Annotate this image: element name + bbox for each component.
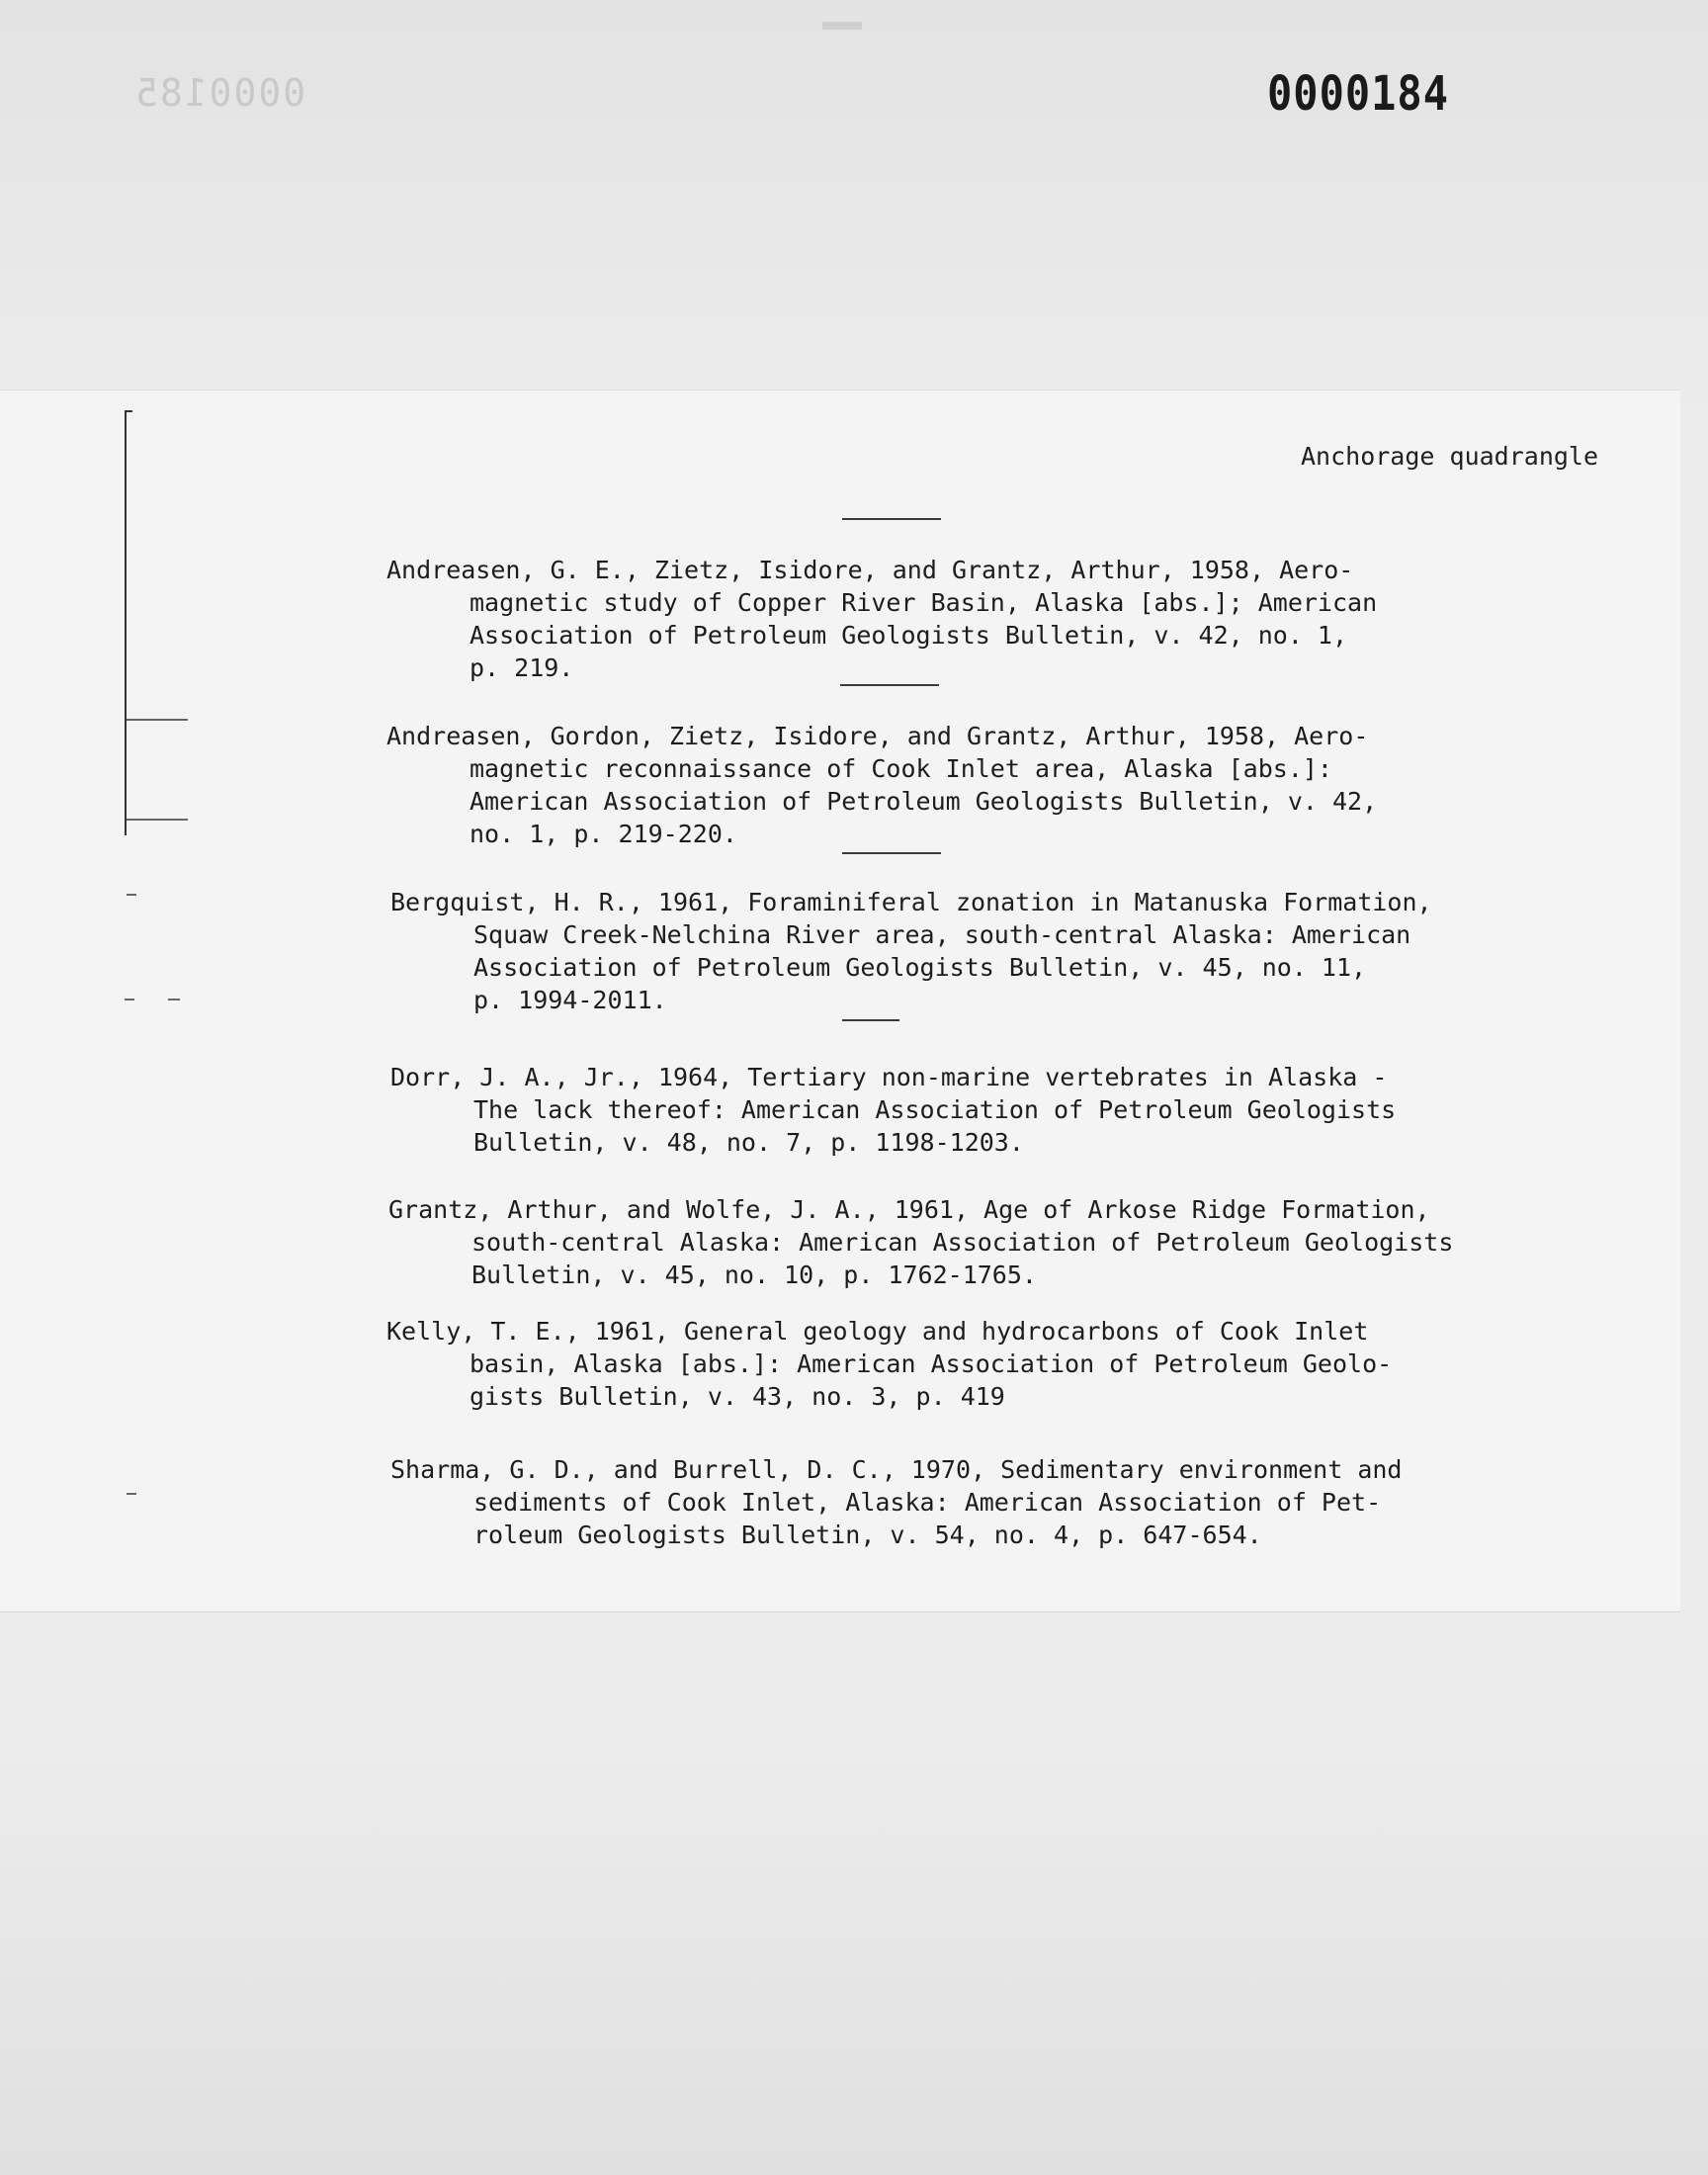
separator-rule [842,518,941,520]
margin-tick [127,1493,136,1495]
reference-entry [390,1061,1396,1159]
separator-rule [842,1019,899,1021]
reference-line: south-central Alaska: American Association of Petroleum Geologists [471,1228,1454,1257]
reference-line: magnetic study of Copper River Basin, Alaska [abs.]; American [470,588,1378,617]
reference-line: p. 219. [470,653,574,682]
reference-line: no. 1, p. 219-220. [470,820,737,848]
margin-tick [127,819,188,821]
margin-bracket-top [125,410,132,412]
margin-tick [125,999,134,1000]
reference-line: Association of Petroleum Geologists Bulletin, v. 45, no. 11, [473,953,1367,982]
reference-line: basin, Alaska [abs.]: American Association of Petroleum Geolo- [470,1349,1393,1378]
reference-line: Kelly, T. E., 1961, General geology and hydrocarbons of Cook Inlet [386,1317,1369,1346]
scan-artifact [822,22,862,30]
reference-line: p. 1994-2011. [473,986,667,1014]
reference-line: Bergquist, H. R., 1961, Foraminiferal zonation in Matanuska Formation, [390,888,1432,916]
reference-line: Andreasen, Gordon, Zietz, Isidore, and Grantz, Arthur, 1958, Aero- [386,722,1369,750]
reference-entry [386,720,1377,850]
margin-tick [168,999,180,1000]
reference-line: Andreasen, G. E., Zietz, Isidore, and Grantz, Arthur, 1958, Aero- [386,556,1354,584]
reference-line: magnetic reconnaissance of Cook Inlet area, Alaska [abs.]: [470,754,1332,783]
reference-line: Squaw Creek-Nelchina River area, south-central Alaska: American [473,920,1411,949]
reference-line: Bulletin, v. 45, no. 10, p. 1762-1765. [471,1261,1037,1289]
reference-entry [386,554,1377,684]
reference-line: American Association of Petroleum Geologists Bulletin, v. 42, [470,787,1378,816]
quadrangle-header: Anchorage quadrangle [1301,442,1599,471]
reference-line: Sharma, G. D., and Burrell, D. C., 1970, Sedimentary environment and [390,1455,1403,1484]
separator-rule [840,684,939,686]
margin-bracket [125,410,127,835]
margin-tick [127,894,136,896]
reference-entry [386,1315,1392,1413]
reference-line: roleum Geologists Bulletin, v. 54, no. 4, p. 647-654. [473,1521,1262,1549]
reference-line: Bulletin, v. 48, no. 7, p. 1198-1203. [473,1128,1024,1157]
reference-line: Dorr, J. A., Jr., 1964, Tertiary non-marine vertebrates in Alaska - [390,1063,1388,1091]
reference-entry [390,886,1432,1016]
page-number: 0000184 [1267,65,1450,122]
reference-entry [388,1193,1453,1291]
reference-line: gists Bulletin, v. 43, no. 3, p. 419 [470,1382,1005,1411]
reference-entry [390,1453,1403,1551]
reference-line: sediments of Cook Inlet, Alaska: American Association of Pet- [473,1488,1382,1517]
separator-rule [842,852,941,854]
margin-tick [127,719,188,721]
reference-line: Association of Petroleum Geologists Bulletin, v. 42, no. 1, [470,621,1348,650]
reference-line: Grantz, Arthur, and Wolfe, J. A., 1961, Age of Arkose Ridge Formation, [388,1195,1430,1224]
reference-line: The lack thereof: American Association of Petroleum Geologists [473,1095,1397,1124]
bleed-through-page-number: 0000185 [133,71,306,115]
